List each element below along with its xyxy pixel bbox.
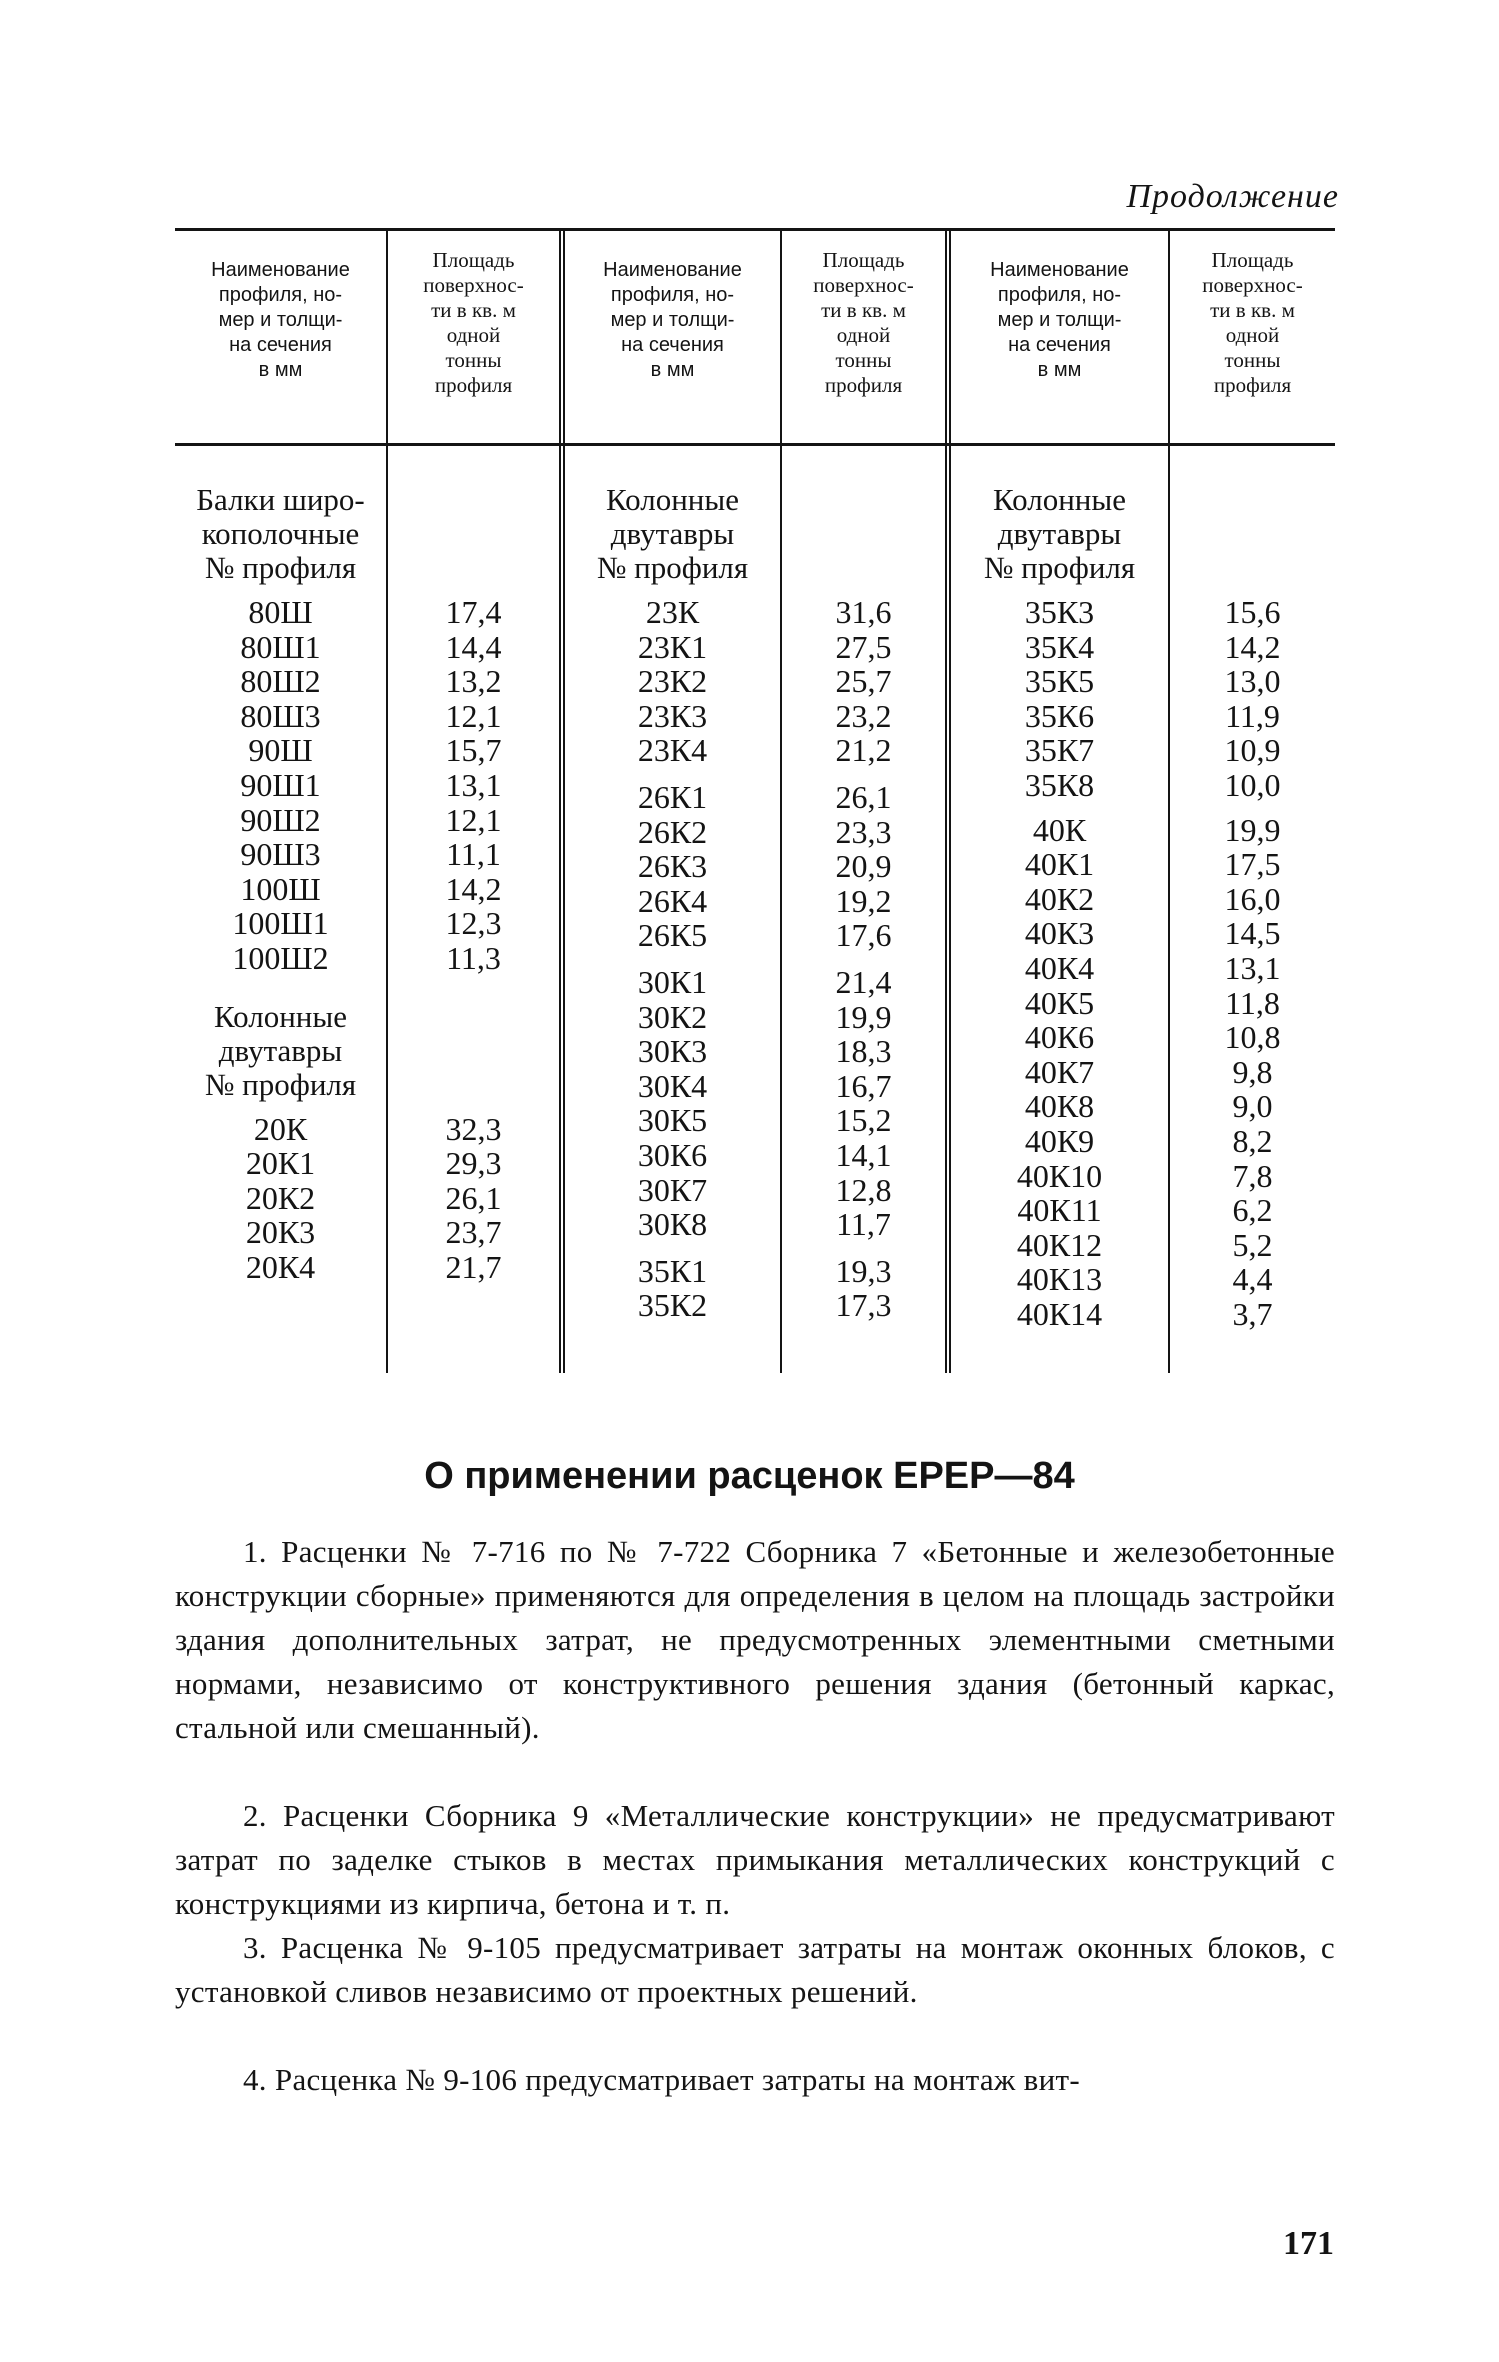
area-value: 13,0 <box>1224 663 1281 700</box>
profile-name: 30К2 <box>637 998 708 1035</box>
profile-name: 23К <box>645 594 700 630</box>
area-value: 15,6 <box>1224 594 1281 630</box>
paragraph-2: 2. Расценки Сборника 9 «Металлические конструкции» не предусматривают затрат по заделке стыков в местах примыкания металлических конструкций с конструкциями из кирпича, бетона и т. п. <box>175 1798 1335 1921</box>
profile-name: 80Ш2 <box>240 663 321 700</box>
profile-name: 35К5 <box>1024 663 1095 700</box>
area-value: 9,0 <box>1232 1088 1273 1125</box>
profile-name: 40К13 <box>1016 1261 1103 1298</box>
area-value: 13,1 <box>1224 949 1281 986</box>
header-area-1: Площадь поверхнос- ти в кв. м одной тонны профиля <box>423 248 524 397</box>
area-value: 12,8 <box>835 1171 892 1208</box>
area-value: 23,7 <box>445 1214 502 1251</box>
area-value: 6,2 <box>1232 1192 1273 1229</box>
area-value: 14,4 <box>445 628 502 665</box>
profile-name: 40К2 <box>1024 880 1095 917</box>
profile-name: 23К1 <box>637 628 708 665</box>
area-value: 11,1 <box>446 836 501 873</box>
profile-name: 30К8 <box>637 1206 708 1243</box>
page-number: 171 <box>1283 2225 1334 2262</box>
area-value: 17,3 <box>835 1287 892 1324</box>
profile-name: 26К4 <box>637 882 708 919</box>
profile-name: 30К7 <box>637 1171 708 1208</box>
area-value: 11,9 <box>1225 697 1280 734</box>
column-2-values <box>782 483 945 1323</box>
area-value: 23,3 <box>835 813 892 850</box>
paragraph-3: 3. Расценка № 9-105 предусматривает затраты на монтаж оконных блоков, с установкой сливов независимо от проектных решений. <box>175 1930 1335 2009</box>
profile-name: 26К5 <box>637 917 708 954</box>
profile-name: 35К1 <box>637 1252 708 1289</box>
area-value: 19,9 <box>1224 811 1281 848</box>
profile-name: 26К2 <box>637 813 708 850</box>
profile-name: 80Ш3 <box>240 697 321 734</box>
profile-name: 23К4 <box>637 732 708 769</box>
profile-name: 80Ш1 <box>240 628 321 665</box>
profile-name: 35К7 <box>1024 732 1095 769</box>
area-value: 14,1 <box>835 1136 892 1173</box>
profile-name: 90Ш2 <box>240 801 321 838</box>
area-value: 12,3 <box>445 905 502 942</box>
header-name-3: Наименование профиля, но- мер и толщи- на сечения в мм <box>990 259 1129 381</box>
profile-name: 40К9 <box>1024 1122 1095 1159</box>
profile-name: 23К2 <box>637 663 708 700</box>
column-1-values <box>388 483 559 1285</box>
area-value: 11,7 <box>836 1206 891 1243</box>
profile-name: 20К4 <box>245 1248 316 1285</box>
profile-name: 35К6 <box>1024 697 1095 734</box>
area-value: 10,0 <box>1224 766 1281 803</box>
profile-name: 23К3 <box>637 697 708 734</box>
area-value: 9,8 <box>1232 1053 1273 1090</box>
area-value: 8,2 <box>1232 1122 1273 1159</box>
profile-name: 20К1 <box>245 1145 316 1182</box>
profile-name: 35К8 <box>1024 766 1095 803</box>
area-value: 19,3 <box>835 1252 892 1289</box>
header-area-2: Площадь поверхнос- ти в кв. м одной тонны профиля <box>813 248 914 397</box>
header-name-1: Наименование профиля, но- мер и толщи- на сечения в мм <box>211 259 350 381</box>
area-value: 20,9 <box>835 848 892 885</box>
area-value: 11,3 <box>446 939 501 976</box>
profile-name: 30К6 <box>637 1136 708 1173</box>
area-value: 10,9 <box>1224 732 1281 769</box>
area-value: 21,4 <box>835 963 892 1000</box>
table-top-rule <box>175 228 1335 231</box>
profile-area-table <box>175 228 1335 1373</box>
area-value: 16,7 <box>835 1067 892 1104</box>
area-value: 14,5 <box>1224 915 1281 952</box>
profile-name: 40К8 <box>1024 1088 1095 1125</box>
area-value: 31,6 <box>835 594 892 630</box>
profile-name: 40К4 <box>1024 949 1095 986</box>
continuation-label: Продолжение <box>1126 178 1339 215</box>
profile-name: 40К12 <box>1016 1226 1103 1263</box>
profile-name: 40К7 <box>1024 1053 1095 1090</box>
profile-name: 30К1 <box>637 963 708 1000</box>
profile-name: 40К5 <box>1024 984 1095 1021</box>
area-value: 14,2 <box>445 870 502 907</box>
profile-name: 90Ш3 <box>240 836 321 873</box>
profile-name: 40К14 <box>1016 1295 1103 1332</box>
area-value: 32,3 <box>445 1110 502 1147</box>
table-header-rule <box>175 443 1335 446</box>
area-value: 26,1 <box>835 778 892 815</box>
profile-name: 35К2 <box>637 1287 708 1324</box>
area-value: 13,1 <box>445 766 502 803</box>
area-value: 5,2 <box>1232 1226 1273 1263</box>
area-value: 7,8 <box>1232 1157 1273 1194</box>
profile-name: 30К5 <box>637 1102 708 1139</box>
area-value: 12,1 <box>445 801 502 838</box>
profile-name: 40К6 <box>1024 1019 1095 1056</box>
profile-name: 90Ш <box>248 732 313 769</box>
profile-name: 40К11 <box>1017 1192 1102 1229</box>
profile-name: 40К10 <box>1016 1157 1103 1194</box>
area-value: 17,4 <box>445 594 502 630</box>
paragraph-1: 1. Расценки № 7-716 по № 7-722 Сборника 7 «Бетонные и железобетонные конструкции сборные» применяются для определения в целом на площадь застройки здания дополнительных затрат, не предусмотренных элементными сметными нормами, независимо от конструктивного решения здания (бетонный каркас, стальной или смешанный). <box>175 1534 1335 1745</box>
profile-name: 90Ш1 <box>240 766 321 803</box>
area-value: 26,1 <box>445 1179 502 1216</box>
profile-name: 20К2 <box>245 1179 316 1216</box>
column-1-names <box>175 483 386 1285</box>
area-value: 21,2 <box>835 732 892 769</box>
area-value: 17,6 <box>835 917 892 954</box>
profile-name: 35К3 <box>1024 594 1095 630</box>
area-value: 13,2 <box>445 663 502 700</box>
column-2-names <box>565 483 780 1323</box>
area-value: 10,8 <box>1224 1019 1281 1056</box>
area-value: 14,2 <box>1224 628 1281 665</box>
section-title: О применении расценок ЕРЕР—84 <box>424 1455 1075 1497</box>
profile-name: 100Ш2 <box>232 939 329 976</box>
group-heading: Колонные двутавры № профиля <box>204 998 357 1102</box>
area-value: 21,7 <box>445 1248 502 1285</box>
profile-name: 40К1 <box>1024 846 1095 883</box>
profile-name: 40К3 <box>1024 915 1095 952</box>
area-value: 19,9 <box>835 998 892 1035</box>
area-value: 25,7 <box>835 663 892 700</box>
profile-name: 20К <box>253 1110 308 1147</box>
column-3-values <box>1170 483 1335 1331</box>
area-value: 11,8 <box>1225 984 1280 1021</box>
area-value: 27,5 <box>835 628 892 665</box>
group-heading: Балки широ- кополочные № профиля <box>196 482 365 585</box>
header-name-2: Наименование профиля, но- мер и толщи- на сечения в мм <box>603 259 742 381</box>
area-value: 15,7 <box>445 732 502 769</box>
profile-name: 100Ш1 <box>232 905 329 942</box>
area-value: 17,5 <box>1224 846 1281 883</box>
profile-name: 40К <box>1032 811 1087 848</box>
profile-name: 26К1 <box>637 778 708 815</box>
area-value: 4,4 <box>1232 1261 1273 1298</box>
area-value: 18,3 <box>835 1033 892 1070</box>
group-heading: Колонные двутавры № профиля <box>983 482 1136 585</box>
profile-name: 35К4 <box>1024 628 1095 665</box>
area-value: 12,1 <box>445 697 502 734</box>
profile-name: 30К3 <box>637 1033 708 1070</box>
group-heading: Колонные двутавры № профиля <box>596 482 749 585</box>
area-value: 16,0 <box>1224 880 1281 917</box>
column-3-names <box>951 483 1168 1331</box>
area-value: 3,7 <box>1232 1295 1273 1332</box>
header-area-3: Площадь поверхнос- ти в кв. м одной тонны профиля <box>1202 248 1303 397</box>
area-value: 29,3 <box>445 1145 502 1182</box>
profile-name: 30К4 <box>637 1067 708 1104</box>
profile-name: 20К3 <box>245 1214 316 1251</box>
profile-name: 80Ш <box>248 594 313 630</box>
area-value: 19,2 <box>835 882 892 919</box>
area-value: 23,2 <box>835 697 892 734</box>
profile-name: 26К3 <box>637 848 708 885</box>
paragraph-4: 4. Расценка № 9-106 предусматривает затраты на монтаж вит- <box>243 2062 1080 2097</box>
profile-name: 100Ш <box>240 870 321 907</box>
area-value: 15,2 <box>835 1102 892 1139</box>
